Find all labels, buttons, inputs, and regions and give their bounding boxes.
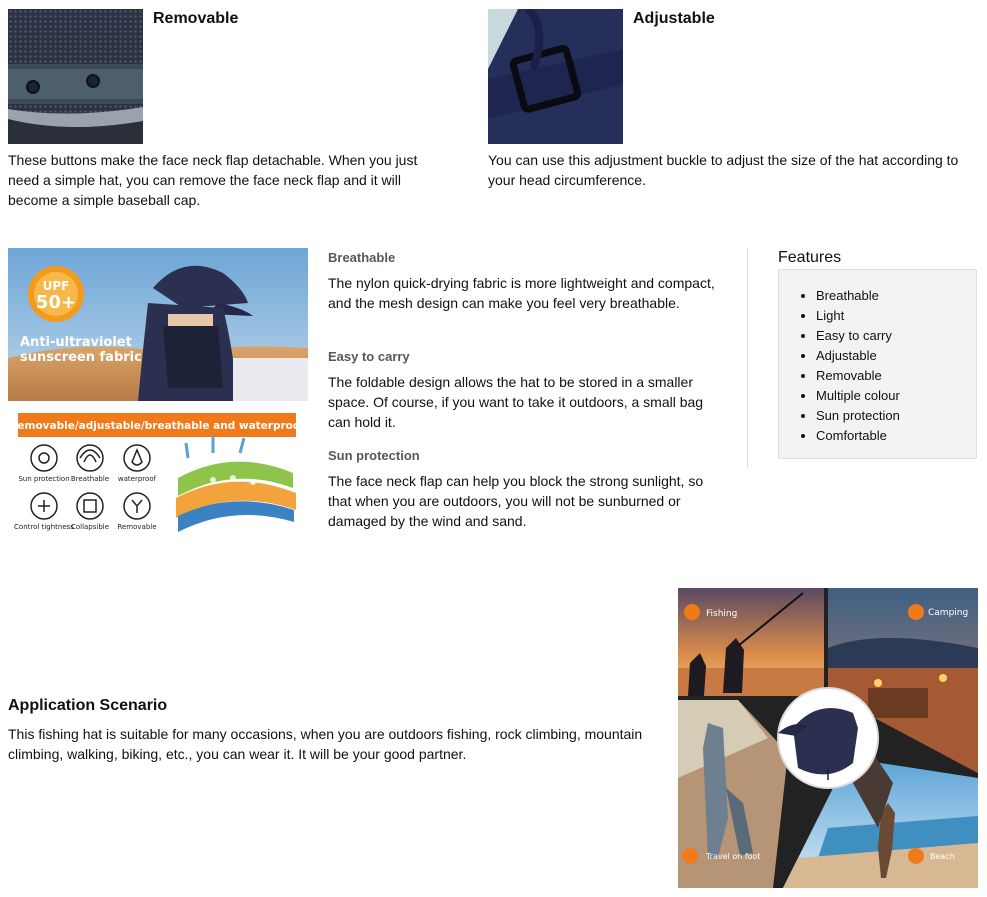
features-banner-image [8,248,308,538]
features-list [816,286,976,446]
icon-label-waterproof: waterproof [117,475,157,483]
feature-item: • Sun protection [816,406,976,426]
features-title: Features [778,249,842,266]
vertical-divider [747,248,748,468]
removable-title: Removable [153,10,239,27]
scenario-collage-image [678,588,978,888]
collage-label-beach: Beach [930,852,955,861]
feature-item: • Easy to carry [816,326,976,346]
feature-item: • Breathable [816,286,976,306]
adjustable-image [488,9,623,144]
feature-item: • Comfortable [816,426,976,446]
icon-label-control: Control tightness [14,523,74,531]
sunscreen-line2: sunscreen fabric [20,350,142,365]
feature-item: • Multiple colour [816,386,976,406]
upf-label: UPF [42,279,70,293]
icon-label-removable: Removable [117,523,157,531]
features-list-box [778,269,977,459]
collage-label-travel: Travel on foot [706,852,761,861]
adjustable-text: You can use this adjustment buckle to adjust the size of the hat according to your head circumference. [488,152,959,188]
removable-image [8,9,143,144]
icon-label-sun: Sun protection [18,475,70,483]
application-text: This fishing hat is suitable for many occasions, when you are outdoors fishing, rock climbing, mountain climbing, walking, biking, etc., you can wear it. It will be your good partner. [8,726,643,762]
upf-value: 50+ [35,292,77,313]
feature-item: • Removable [816,366,976,386]
sunscreen-line1: Anti-ultraviolet [20,335,132,350]
application-title: Application Scenario [8,697,168,714]
breathable-heading: Breathable [328,250,396,265]
removable-text: These buttons make the face neck flap detachable. When you just need a simple hat, you can remove the face neck flap and it will become a simple baseball cap. [8,152,418,208]
adjustable-title: Adjustable [633,10,715,27]
breathable-text: The nylon quick-drying fabric is more lightweight and compact, and the mesh design can make you feel very breathable. [328,275,715,311]
sun-protection-heading: Sun protection [328,448,420,463]
easy-carry-heading: Easy to carry [328,349,410,364]
easy-carry-text: The foldable design allows the hat to be stored in a smaller space. Of course, if you want to take it outdoors, a small bag can hold it. [328,374,704,430]
feature-item: • Light [816,306,976,326]
feature-item: • Adjustable [816,346,976,366]
orange-bar-text: Removable/adjustable/breathable and waterproof [9,420,305,432]
sun-protection-text: The face neck flap can help you block the strong sunlight, so that when you are outdoors, you will not be sunburned or damaged by the wind and sand. [328,473,704,529]
icon-label-breathable: Breathable [70,475,110,483]
icon-label-collapsible: Collapsible [70,523,110,531]
collage-label-fishing: Fishing [706,609,738,619]
collage-label-camping: Camping [928,608,969,618]
